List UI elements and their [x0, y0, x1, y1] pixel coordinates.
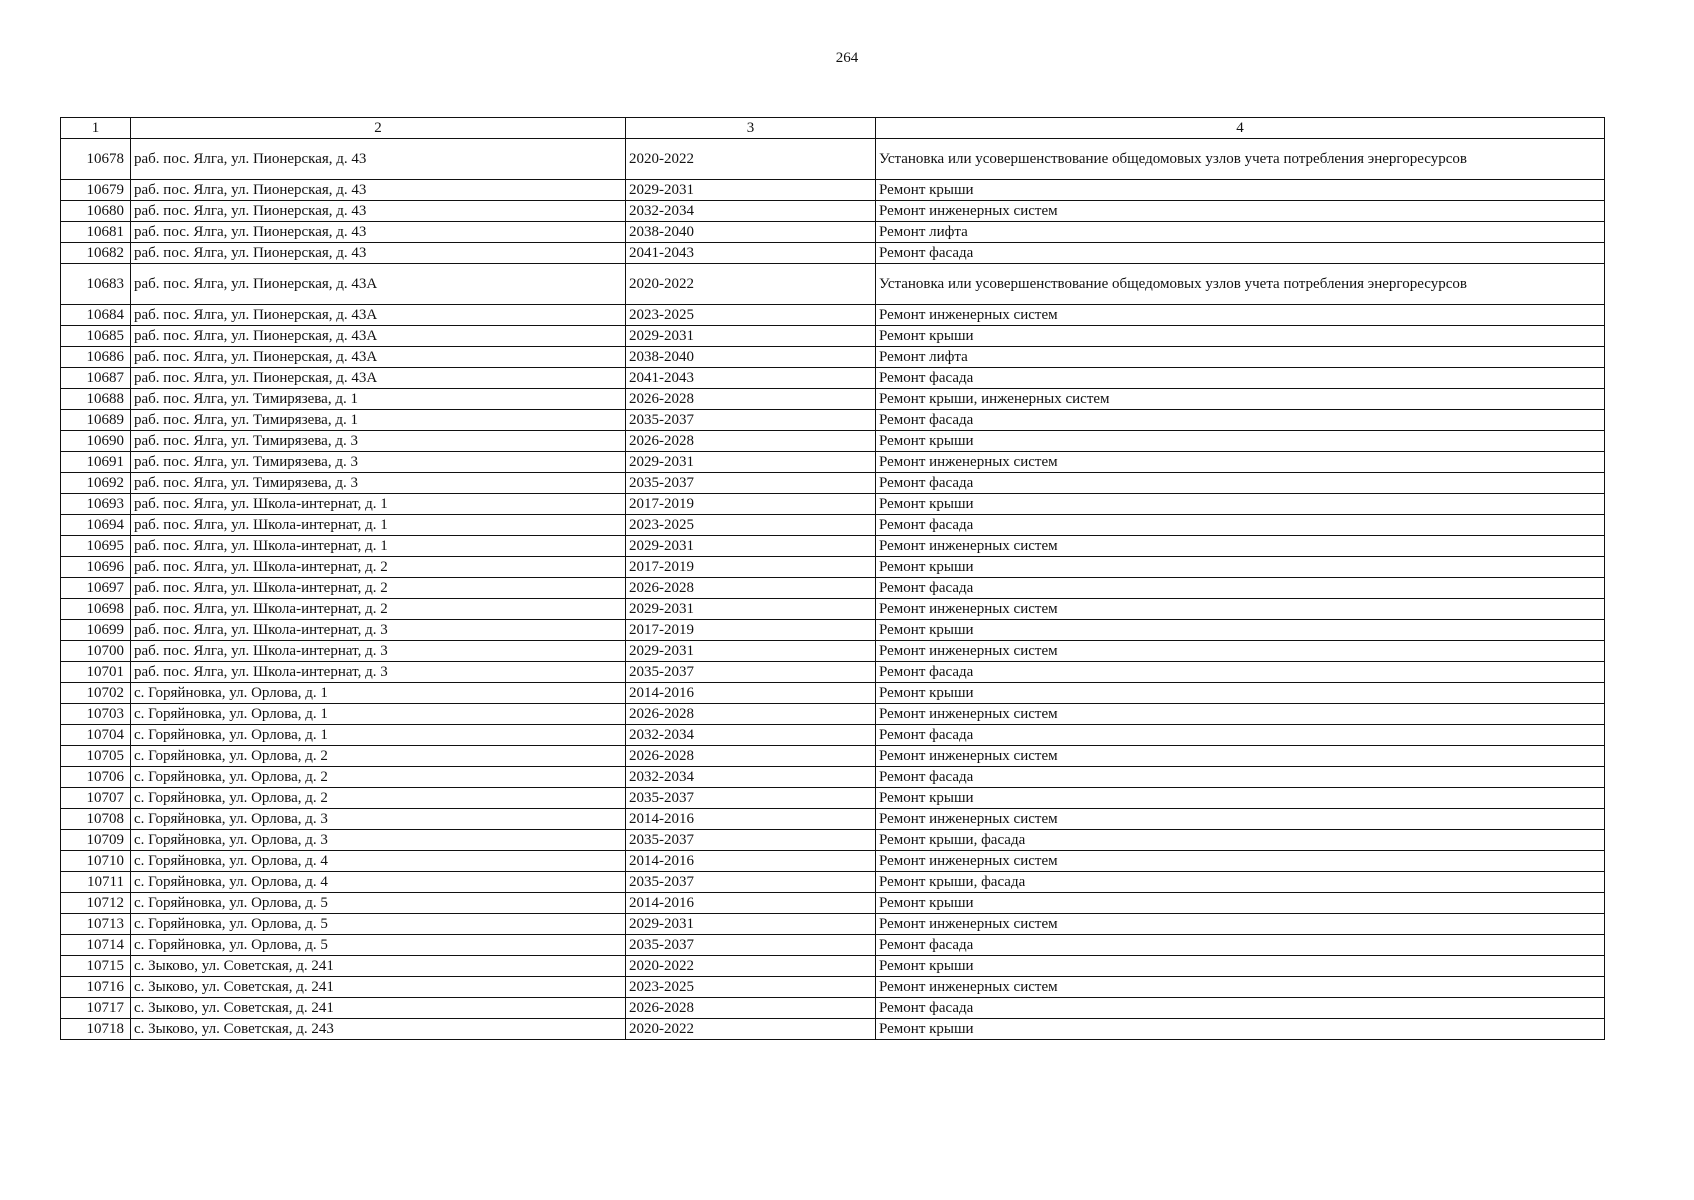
- work-type-cell: Ремонт крыши, инженерных систем: [876, 389, 1605, 410]
- period-cell: 2041-2043: [626, 243, 876, 264]
- table-row: [61, 494, 1605, 515]
- address-cell: раб. пос. Ялга, ул. Тимирязева, д. 3: [131, 452, 626, 473]
- work-type-cell: Ремонт фасада: [876, 767, 1605, 788]
- work-type-cell: Ремонт фасада: [876, 368, 1605, 389]
- address-cell: с. Горяйновка, ул. Орлова, д. 5: [131, 914, 626, 935]
- row-number-cell: 10700: [61, 641, 131, 662]
- address-cell: раб. пос. Ялга, ул. Пионерская, д. 43А: [131, 264, 626, 305]
- address-cell: раб. пос. Ялга, ул. Тимирязева, д. 3: [131, 473, 626, 494]
- address-cell: раб. пос. Ялга, ул. Пионерская, д. 43А: [131, 347, 626, 368]
- row-number-cell: 10697: [61, 578, 131, 599]
- period-cell: 2014-2016: [626, 851, 876, 872]
- row-number-cell: 10703: [61, 704, 131, 725]
- row-number-cell: 10686: [61, 347, 131, 368]
- table-row: [61, 893, 1605, 914]
- work-type-cell: Ремонт фасада: [876, 662, 1605, 683]
- address-cell: с. Горяйновка, ул. Орлова, д. 4: [131, 872, 626, 893]
- header-row: [61, 118, 1605, 139]
- period-cell: 2026-2028: [626, 746, 876, 767]
- work-type-cell: Ремонт крыши: [876, 180, 1605, 201]
- row-number-cell: 10691: [61, 452, 131, 473]
- table-row: [61, 830, 1605, 851]
- table-row: [61, 704, 1605, 725]
- table-row: [61, 368, 1605, 389]
- address-cell: с. Горяйновка, ул. Орлова, д. 1: [131, 725, 626, 746]
- table-row: [61, 662, 1605, 683]
- table-row: [61, 767, 1605, 788]
- capital-repair-table: [60, 117, 1605, 1040]
- work-type-cell: Ремонт инженерных систем: [876, 641, 1605, 662]
- address-cell: с. Горяйновка, ул. Орлова, д. 5: [131, 893, 626, 914]
- work-type-cell: Ремонт инженерных систем: [876, 452, 1605, 473]
- row-number-cell: 10702: [61, 683, 131, 704]
- work-type-cell: Ремонт крыши: [876, 683, 1605, 704]
- table-row: [61, 180, 1605, 201]
- work-type-cell: Ремонт фасада: [876, 473, 1605, 494]
- address-cell: раб. пос. Ялга, ул. Школа-интернат, д. 3: [131, 641, 626, 662]
- work-type-cell: Ремонт крыши: [876, 557, 1605, 578]
- period-cell: 2017-2019: [626, 620, 876, 641]
- work-type-cell: Ремонт крыши: [876, 1019, 1605, 1040]
- address-cell: с. Горяйновка, ул. Орлова, д. 1: [131, 683, 626, 704]
- table-row: [61, 914, 1605, 935]
- table-row: [61, 809, 1605, 830]
- period-cell: 2026-2028: [626, 998, 876, 1019]
- period-cell: 2026-2028: [626, 578, 876, 599]
- table-row: [61, 410, 1605, 431]
- column-header-3: 3: [626, 118, 876, 139]
- address-cell: раб. пос. Ялга, ул. Тимирязева, д. 1: [131, 410, 626, 431]
- period-cell: 2035-2037: [626, 662, 876, 683]
- work-type-cell: Ремонт крыши, фасада: [876, 872, 1605, 893]
- work-type-cell: Установка или усовершенствование общедомовых узлов учета потребления энергоресурсов: [876, 264, 1605, 305]
- table-row: [61, 452, 1605, 473]
- address-cell: раб. пос. Ялга, ул. Школа-интернат, д. 1: [131, 515, 626, 536]
- row-number-cell: 10714: [61, 935, 131, 956]
- work-type-cell: Ремонт фасада: [876, 725, 1605, 746]
- period-cell: 2023-2025: [626, 305, 876, 326]
- period-cell: 2020-2022: [626, 1019, 876, 1040]
- address-cell: раб. пос. Ялга, ул. Школа-интернат, д. 2: [131, 557, 626, 578]
- row-number-cell: 10718: [61, 1019, 131, 1040]
- row-number-cell: 10695: [61, 536, 131, 557]
- row-number-cell: 10705: [61, 746, 131, 767]
- work-type-cell: Ремонт крыши: [876, 620, 1605, 641]
- row-number-cell: 10687: [61, 368, 131, 389]
- table-row: [61, 139, 1605, 180]
- work-type-cell: Ремонт инженерных систем: [876, 599, 1605, 620]
- work-type-cell: Ремонт фасада: [876, 410, 1605, 431]
- address-cell: с. Горяйновка, ул. Орлова, д. 3: [131, 830, 626, 851]
- address-cell: раб. пос. Ялга, ул. Пионерская, д. 43А: [131, 305, 626, 326]
- row-number-cell: 10680: [61, 201, 131, 222]
- work-type-cell: Ремонт лифта: [876, 222, 1605, 243]
- work-type-cell: Ремонт инженерных систем: [876, 977, 1605, 998]
- table-body: [61, 139, 1605, 1040]
- work-type-cell: Ремонт крыши: [876, 494, 1605, 515]
- period-cell: 2014-2016: [626, 893, 876, 914]
- period-cell: 2035-2037: [626, 935, 876, 956]
- period-cell: 2035-2037: [626, 872, 876, 893]
- address-cell: с. Горяйновка, ул. Орлова, д. 4: [131, 851, 626, 872]
- column-header-1: 1: [61, 118, 131, 139]
- work-type-cell: Ремонт фасада: [876, 578, 1605, 599]
- column-header-4: 4: [876, 118, 1605, 139]
- period-cell: 2026-2028: [626, 704, 876, 725]
- table-row: [61, 599, 1605, 620]
- period-cell: 2038-2040: [626, 222, 876, 243]
- row-number-cell: 10679: [61, 180, 131, 201]
- row-number-cell: 10706: [61, 767, 131, 788]
- table-row: [61, 788, 1605, 809]
- row-number-cell: 10715: [61, 956, 131, 977]
- work-type-cell: Ремонт инженерных систем: [876, 746, 1605, 767]
- table-row: [61, 473, 1605, 494]
- table-row: [61, 347, 1605, 368]
- address-cell: с. Горяйновка, ул. Орлова, д. 2: [131, 767, 626, 788]
- row-number-cell: 10696: [61, 557, 131, 578]
- row-number-cell: 10716: [61, 977, 131, 998]
- table-row: [61, 956, 1605, 977]
- table-row: [61, 1019, 1605, 1040]
- work-type-cell: Ремонт инженерных систем: [876, 914, 1605, 935]
- address-cell: раб. пос. Ялга, ул. Школа-интернат, д. 3: [131, 620, 626, 641]
- address-cell: раб. пос. Ялга, ул. Школа-интернат, д. 1: [131, 494, 626, 515]
- row-number-cell: 10682: [61, 243, 131, 264]
- table-row: [61, 431, 1605, 452]
- table-row: [61, 389, 1605, 410]
- table-row: [61, 998, 1605, 1019]
- table-row: [61, 872, 1605, 893]
- period-cell: 2029-2031: [626, 914, 876, 935]
- row-number-cell: 10678: [61, 139, 131, 180]
- row-number-cell: 10712: [61, 893, 131, 914]
- period-cell: 2029-2031: [626, 180, 876, 201]
- row-number-cell: 10701: [61, 662, 131, 683]
- table-row: [61, 641, 1605, 662]
- address-cell: с. Горяйновка, ул. Орлова, д. 5: [131, 935, 626, 956]
- row-number-cell: 10693: [61, 494, 131, 515]
- address-cell: раб. пос. Ялга, ул. Школа-интернат, д. 2: [131, 599, 626, 620]
- work-type-cell: Ремонт инженерных систем: [876, 704, 1605, 725]
- period-cell: 2017-2019: [626, 494, 876, 515]
- work-type-cell: Ремонт инженерных систем: [876, 851, 1605, 872]
- period-cell: 2014-2016: [626, 683, 876, 704]
- period-cell: 2029-2031: [626, 326, 876, 347]
- period-cell: 2041-2043: [626, 368, 876, 389]
- table-row: [61, 935, 1605, 956]
- row-number-cell: 10692: [61, 473, 131, 494]
- table-row: [61, 201, 1605, 222]
- row-number-cell: 10683: [61, 264, 131, 305]
- row-number-cell: 10713: [61, 914, 131, 935]
- row-number-cell: 10717: [61, 998, 131, 1019]
- table-row: [61, 264, 1605, 305]
- period-cell: 2029-2031: [626, 452, 876, 473]
- table-row: [61, 222, 1605, 243]
- address-cell: раб. пос. Ялга, ул. Пионерская, д. 43: [131, 139, 626, 180]
- work-type-cell: Ремонт крыши: [876, 326, 1605, 347]
- row-number-cell: 10688: [61, 389, 131, 410]
- work-type-cell: Ремонт инженерных систем: [876, 201, 1605, 222]
- column-header-2: 2: [131, 118, 626, 139]
- work-type-cell: Ремонт лифта: [876, 347, 1605, 368]
- table-row: [61, 683, 1605, 704]
- page-number: 264: [835, 50, 859, 66]
- work-type-cell: Ремонт инженерных систем: [876, 809, 1605, 830]
- address-cell: раб. пос. Ялга, ул. Пионерская, д. 43: [131, 201, 626, 222]
- period-cell: 2020-2022: [626, 264, 876, 305]
- period-cell: 2035-2037: [626, 788, 876, 809]
- table-row: [61, 326, 1605, 347]
- address-cell: раб. пос. Ялга, ул. Школа-интернат, д. 3: [131, 662, 626, 683]
- table-row: [61, 536, 1605, 557]
- address-cell: раб. пос. Ялга, ул. Пионерская, д. 43А: [131, 368, 626, 389]
- table-row: [61, 746, 1605, 767]
- work-type-cell: Ремонт крыши, фасада: [876, 830, 1605, 851]
- row-number-cell: 10689: [61, 410, 131, 431]
- row-number-cell: 10711: [61, 872, 131, 893]
- table-row: [61, 725, 1605, 746]
- work-type-cell: Ремонт крыши: [876, 893, 1605, 914]
- address-cell: с. Горяйновка, ул. Орлова, д. 2: [131, 788, 626, 809]
- period-cell: 2032-2034: [626, 725, 876, 746]
- row-number-cell: 10684: [61, 305, 131, 326]
- table-row: [61, 620, 1605, 641]
- period-cell: 2035-2037: [626, 410, 876, 431]
- period-cell: 2014-2016: [626, 809, 876, 830]
- table-row: [61, 578, 1605, 599]
- address-cell: с. Зыково, ул. Советская, д. 241: [131, 998, 626, 1019]
- table-row: [61, 305, 1605, 326]
- table-row: [61, 851, 1605, 872]
- row-number-cell: 10704: [61, 725, 131, 746]
- period-cell: 2032-2034: [626, 767, 876, 788]
- work-type-cell: Ремонт инженерных систем: [876, 536, 1605, 557]
- address-cell: с. Зыково, ул. Советская, д. 241: [131, 977, 626, 998]
- row-number-cell: 10699: [61, 620, 131, 641]
- address-cell: раб. пос. Ялга, ул. Школа-интернат, д. 1: [131, 536, 626, 557]
- row-number-cell: 10694: [61, 515, 131, 536]
- address-cell: раб. пос. Ялга, ул. Пионерская, д. 43: [131, 180, 626, 201]
- work-type-cell: Установка или усовершенствование общедомовых узлов учета потребления энергоресурсов: [876, 139, 1605, 180]
- work-type-cell: Ремонт фасада: [876, 515, 1605, 536]
- table-row: [61, 515, 1605, 536]
- row-number-cell: 10710: [61, 851, 131, 872]
- address-cell: с. Зыково, ул. Советская, д. 241: [131, 956, 626, 977]
- row-number-cell: 10685: [61, 326, 131, 347]
- work-type-cell: Ремонт фасада: [876, 243, 1605, 264]
- table-row: [61, 243, 1605, 264]
- row-number-cell: 10708: [61, 809, 131, 830]
- address-cell: с. Горяйновка, ул. Орлова, д. 2: [131, 746, 626, 767]
- work-type-cell: Ремонт крыши: [876, 956, 1605, 977]
- period-cell: 2026-2028: [626, 389, 876, 410]
- period-cell: 2020-2022: [626, 139, 876, 180]
- period-cell: 2029-2031: [626, 599, 876, 620]
- row-number-cell: 10681: [61, 222, 131, 243]
- address-cell: с. Горяйновка, ул. Орлова, д. 3: [131, 809, 626, 830]
- address-cell: с. Зыково, ул. Советская, д. 243: [131, 1019, 626, 1040]
- table-row: [61, 557, 1605, 578]
- work-type-cell: Ремонт крыши: [876, 431, 1605, 452]
- period-cell: 2035-2037: [626, 473, 876, 494]
- work-type-cell: Ремонт фасада: [876, 998, 1605, 1019]
- period-cell: 2026-2028: [626, 431, 876, 452]
- row-number-cell: 10690: [61, 431, 131, 452]
- address-cell: раб. пос. Ялга, ул. Пионерская, д. 43: [131, 243, 626, 264]
- period-cell: 2017-2019: [626, 557, 876, 578]
- address-cell: раб. пос. Ялга, ул. Тимирязева, д. 3: [131, 431, 626, 452]
- row-number-cell: 10707: [61, 788, 131, 809]
- table-row: [61, 977, 1605, 998]
- work-type-cell: Ремонт крыши: [876, 788, 1605, 809]
- period-cell: 2029-2031: [626, 536, 876, 557]
- address-cell: раб. пос. Ялга, ул. Пионерская, д. 43А: [131, 326, 626, 347]
- work-type-cell: Ремонт фасада: [876, 935, 1605, 956]
- period-cell: 2032-2034: [626, 201, 876, 222]
- period-cell: 2023-2025: [626, 515, 876, 536]
- row-number-cell: 10698: [61, 599, 131, 620]
- period-cell: 2038-2040: [626, 347, 876, 368]
- period-cell: 2035-2037: [626, 830, 876, 851]
- address-cell: с. Горяйновка, ул. Орлова, д. 1: [131, 704, 626, 725]
- address-cell: раб. пос. Ялга, ул. Школа-интернат, д. 2: [131, 578, 626, 599]
- address-cell: раб. пос. Ялга, ул. Тимирязева, д. 1: [131, 389, 626, 410]
- address-cell: раб. пос. Ялга, ул. Пионерская, д. 43: [131, 222, 626, 243]
- period-cell: 2029-2031: [626, 641, 876, 662]
- row-number-cell: 10709: [61, 830, 131, 851]
- period-cell: 2020-2022: [626, 956, 876, 977]
- period-cell: 2023-2025: [626, 977, 876, 998]
- work-type-cell: Ремонт инженерных систем: [876, 305, 1605, 326]
